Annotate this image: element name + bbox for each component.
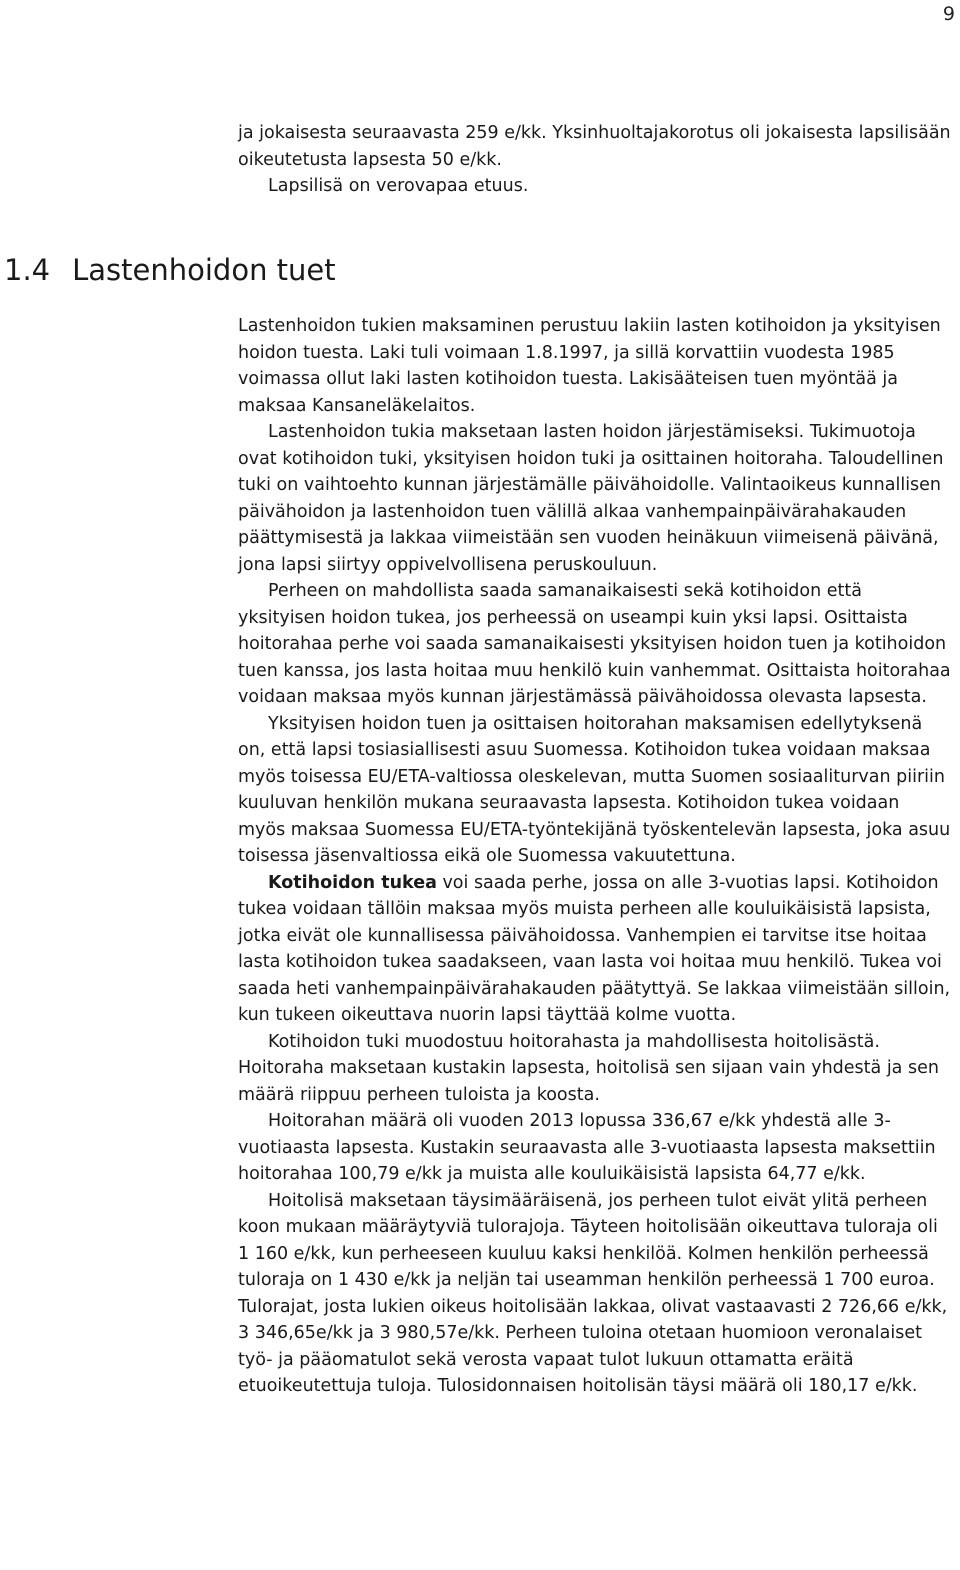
- body-paragraph-5-text: voi saada perhe, jossa on alle 3-vuotias lapsi. Kotihoidon tukea voidaan tällöin maksaa myös muista perheen alle kouluikäisistä lapsista, jotka eivät ole kunnallisessa päivähoidossa. Vanhempien ei tarvitse itse hoitaa lasta kotihoidon tukea saadakseen, vaan lasta voi hoitaa muu henkilö. Tukea voi saada heti vanhempainpäivärahakauden päätyttyä. Se lakkaa viimeistään silloin, kun tukeen oikeuttava nuorin lapsi täyttää kolme vuotta.: [238, 872, 951, 1025]
- body-paragraph-8: Hoitolisä maksetaan täysimääräisenä, jos perheen tulot eivät ylitä perheen koon mukaan määräytyviä tulorajoja. Täyteen hoitolisään oikeuttava tuloraja oli 1 160 e/kk, kun perheeseen kuuluu kaksi henkilöä. Kolmen henkilön perheessä tuloraja on 1 430 e/kk ja neljän tai useamman henkilön perheessä 1 700 euroa. Tulorajat, josta lukien oikeus hoitolisään lakkaa, olivat vastaavasti 2 726,66 e/kk, 3 346,65e/kk ja 3 980,57e/kk. Perheen tuloina otetaan huomioon veronalaiset työ- ja pääomatulot sekä verosta vapaat tulot lukuun ottamatta eräitä etuoikeutettuja tuloja. Tulosidonnaisen hoitolisän täysi määrä oli 180,17 e/kk.: [238, 1190, 948, 1396]
- body-paragraph-1: Lastenhoidon tukien maksaminen perustuu lakiin lasten kotihoidon ja yksityisen hoidon tuesta. Laki tuli voimaan 1.8.1997, ja sillä korvattiin vuodesta 1985 voimassa ollut laki lasten kotihoidon tuesta. Lakisääteisen tuen myöntää ja maksaa Kansaneläkelaitos.: [238, 316, 941, 416]
- body-paragraph-4: Yksityisen hoidon tuen ja osittaisen hoitorahan maksamisen edellytyksenä on, että lapsi tosiasiallisesti asuu Suomessa. Kotihoidon tukea voidaan maksaa myös toisessa EU/ETA-valtiossa oleskelevan, mutta Suomen sosiaaliturvan piiriin kuuluvan henkilön mukana seuraavasta lapsesta. Kotihoidon tukea voidaan myös maksaa Suomessa EU/ETA-työntekijänä työskentelevän lapsesta, joka asuu toisessa jäsenvaltiossa eikä ole Suomessa vakuutettuna.: [238, 713, 951, 866]
- intro-paragraph-1: ja jokaisesta seuraavasta 259 e/kk. Yksinhuoltajakorotus oli jokaisesta lapsilisään oikeutetusta lapsesta 50 e/kk.: [238, 123, 951, 170]
- body-paragraph-6: Kotihoidon tuki muodostuu hoitorahasta ja mahdollisesta hoitolisästä. Hoitoraha maksetaan kustakin lapsesta, hoitolisä sen sijaan vain yhdestä ja sen määrä riippuu perheen tuloista ja koosta.: [238, 1031, 939, 1105]
- body-paragraph-2: Lastenhoidon tukia maksetaan lasten hoidon järjestämiseksi. Tukimuotoja ovat kotihoidon tuki, yksityisen hoidon tuki ja osittainen hoitoraha. Taloudellinen tuki on vaihtoehto kunnan järjestämälle päivähoidolle. Valintaoikeus kunnallisen päivähoidon ja lastenhoidon tuen välillä alkaa vanhempainpäivärahakauden päättymisestä ja lakkaa viimeistään sen vuoden heinäkuun viimeisenä päivänä, jona lapsi siirtyy oppivelvollisena peruskouluun.: [238, 422, 944, 575]
- section-body: [238, 313, 952, 1400]
- intro-text: [238, 120, 952, 200]
- body-paragraph-3: Perheen on mahdollista saada samanaikaisesti sekä kotihoidon että yksityisen hoidon tukea, jos perheessä on useampi kuin yksi lapsi. Osittaista hoitorahaa perhe voi saada samanaikaisesti yksityisen hoidon tuen ja kotihoidon tuen kanssa, jos lasta hoitaa muu henkilö kuin vanhemmat. Osittaista hoitorahaa voidaan maksaa myös kunnan järjestämässä päivähoidossa olevasta lapsesta.: [238, 581, 951, 707]
- section-number: 1.4: [4, 253, 51, 287]
- intro-paragraph-2: Lapsilisä on verovapaa etuus.: [268, 176, 529, 196]
- body-paragraph-5: [238, 870, 952, 1029]
- section-heading: [4, 252, 336, 288]
- page-number: 9: [942, 3, 955, 25]
- bold-term-kotihoidon-tukea: Kotihoidon tukea: [268, 872, 437, 893]
- section-title: Lastenhoidon tuet: [72, 253, 336, 287]
- body-paragraph-7: Hoitorahan määrä oli vuoden 2013 lopussa 336,67 e/kk yhdestä alle 3-vuotiaasta lapsesta. Kustakin seuraavasta alle 3-vuotiaasta lapsesta maksettiin hoitorahaa 100,79 e/kk ja muista alle kouluikäisistä lapsista 64,77 e/kk.: [238, 1111, 936, 1184]
